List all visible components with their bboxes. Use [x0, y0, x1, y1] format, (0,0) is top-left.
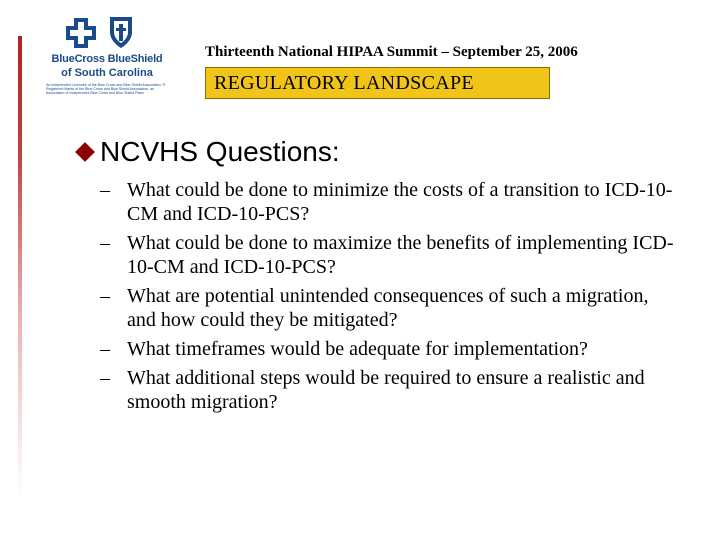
- summit-header-title: Thirteenth National HIPAA Summit – September 25, 2006: [205, 44, 578, 60]
- question-item: [100, 178, 680, 226]
- question-list: [100, 178, 680, 419]
- dash-bullet: –: [100, 179, 110, 201]
- question-text: What could be done to minimize the costs of a transition to ICD-10-CM and ICD-10-PCS?: [127, 179, 673, 225]
- left-accent-bar: [18, 36, 22, 496]
- logo-name-line2: of South Carolina: [61, 67, 153, 79]
- logo-fine-print: An Independent Licensee of the Blue Cross and Blue Shield Association. ® Registered Marks of the Blue Cross and Blue Shield Association, an Association of Independent Blue Cross and Blue Shield Plans.: [46, 83, 166, 96]
- dash-bullet: –: [100, 232, 110, 254]
- bcbs-logo: [42, 14, 172, 98]
- question-text: What are potential unintended consequences of such a migration, and how could they be mitigated?: [127, 285, 649, 331]
- logo-name-line1: BlueCross BlueShield: [51, 53, 163, 65]
- question-item: [100, 231, 680, 279]
- dash-bullet: –: [100, 338, 110, 360]
- question-text: What could be done to maximize the benefits of implementing ICD-10-CM and ICD-10-PCS?: [127, 232, 674, 278]
- section-banner: [205, 67, 550, 99]
- question-item: [100, 284, 680, 332]
- cross-shield-icon: [64, 14, 140, 50]
- dash-bullet: –: [100, 285, 110, 307]
- dash-bullet: –: [100, 367, 110, 389]
- section-label: REGULATORY LANDSCAPE: [214, 72, 474, 94]
- question-item: [100, 366, 680, 414]
- question-text: What timeframes would be adequate for implementation?: [127, 338, 588, 360]
- question-item: [100, 337, 680, 361]
- diamond-bullet-icon: [75, 142, 95, 162]
- question-text: What additional steps would be required to ensure a realistic and smooth migration?: [127, 367, 645, 413]
- slide-heading-text: NCVHS Questions:: [100, 136, 340, 167]
